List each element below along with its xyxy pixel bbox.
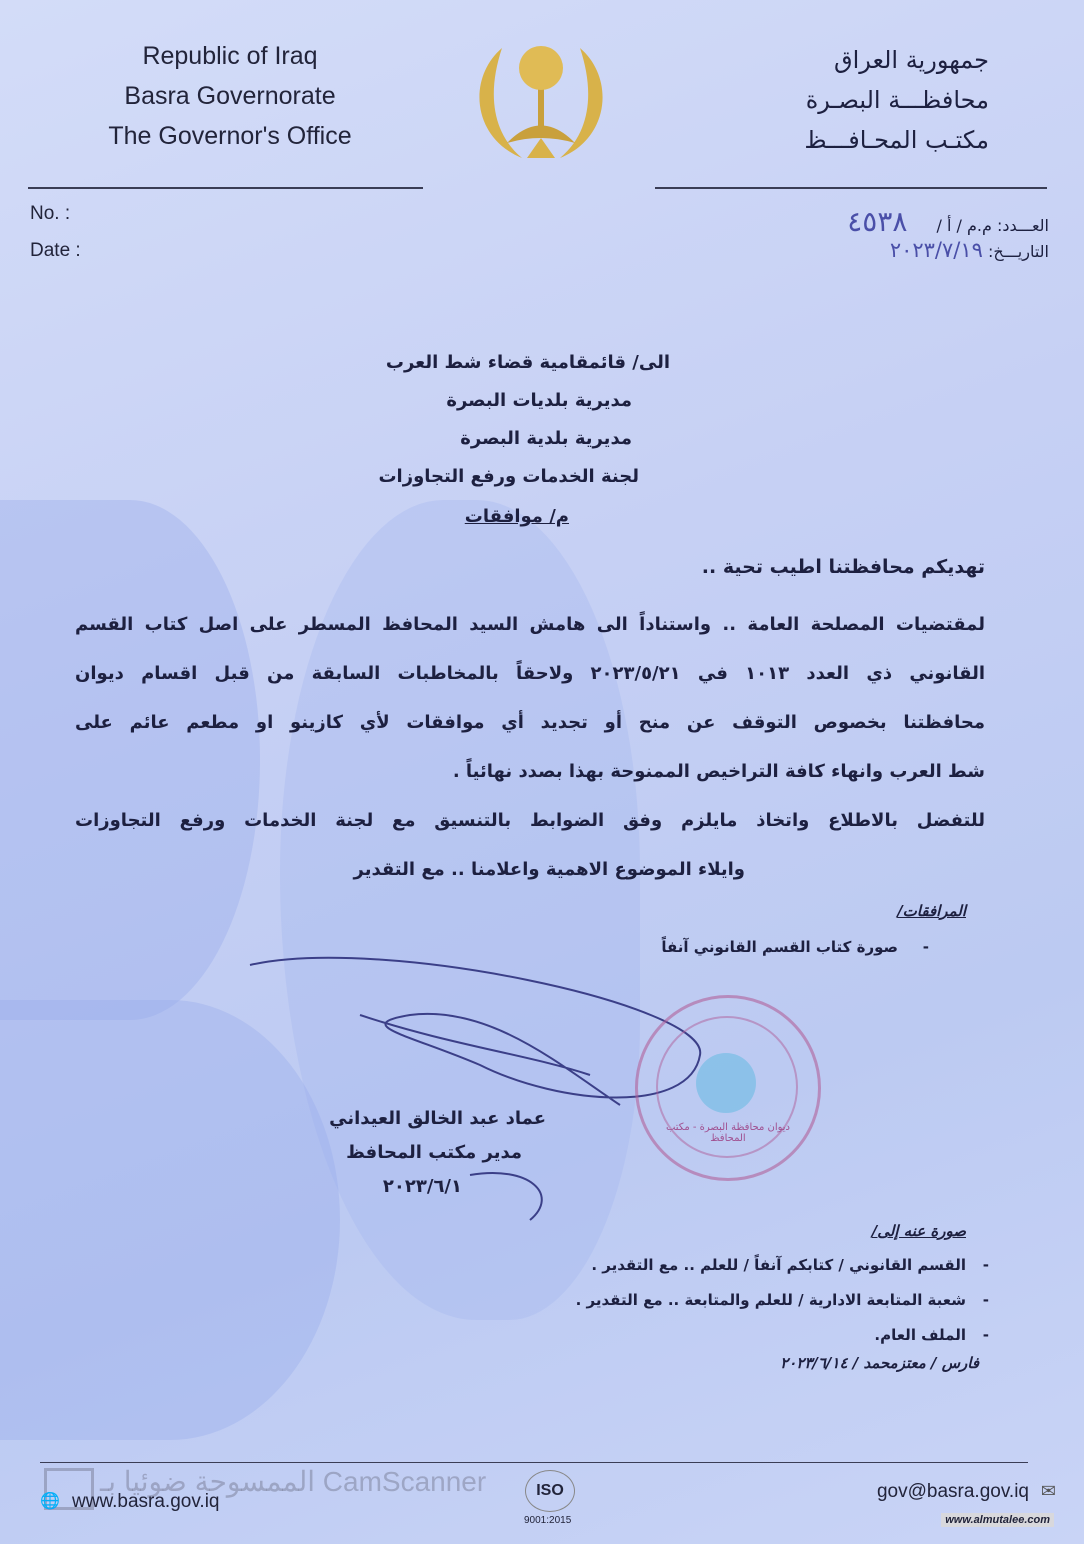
body-line: محافظتنا بخصوص التوقف عن منح أو تجديد أي موافقات لأي كازينو او مطعم عائم على <box>75 712 985 733</box>
copy-item: الملف العام. <box>874 1326 966 1344</box>
reference-number <box>847 205 1049 238</box>
letter-body <box>75 600 985 894</box>
country-name-ar: جمهورية العراق <box>833 46 989 74</box>
date-label: Date : <box>30 240 81 261</box>
signatory-title: مدير مكتب المحافظ <box>346 1142 522 1163</box>
body-line: لمقتضيات المصلحة العامة .. واستناداً الى هامش السيد المحافظ المسطر على اصل كتاب القسم <box>75 614 985 635</box>
number-label-ar: العـــدد: م.م / أ / <box>936 216 1049 235</box>
header-divider <box>28 187 423 189</box>
number-label: No. : <box>30 203 71 224</box>
camscanner-watermark: CamScanner الممسوحة ضوئيا بـ <box>100 1466 487 1497</box>
governorate-emblem-logo <box>462 38 620 173</box>
website-link[interactable]: www.basra.gov.iq <box>72 1491 220 1512</box>
closing-line: وايلاء الموضوع الاهمية واعلامنا .. مع التقدير <box>353 859 745 880</box>
iso-number: 9001:2015 <box>524 1515 572 1526</box>
footer-divider <box>40 1462 1028 1463</box>
official-stamp <box>635 995 821 1181</box>
envelope-icon: ✉ <box>1040 1481 1056 1502</box>
iso-logo <box>525 1470 575 1512</box>
addressee-line: لجنة الخدمات ورفع التجاوزات <box>378 466 639 487</box>
stamp-text: ديوان محافظة البصرة - مكتب المحافظ <box>665 1122 791 1144</box>
country-name: Republic of Iraq <box>142 42 318 70</box>
governorate-name-ar: محافظـــة البصـرة <box>805 86 989 114</box>
date-label-ar: التاريـــخ: <box>988 242 1049 261</box>
body-line: القانوني ذي العدد ١٠١٣ في ٢٠٢٣/٥/٢١ ولاحقاً بالمخاطبات السابقة من قبل اقسام ديوان <box>75 663 985 684</box>
office-name-ar: مكتـب المحـافـــظ <box>804 126 989 154</box>
email-link[interactable]: gov@basra.gov.iq <box>876 1481 1029 1502</box>
attachment-item: صورة كتاب القسم القانوني آنفاً <box>661 938 898 956</box>
globe-icon: 🌐 <box>40 1491 60 1510</box>
bullet-dash: - <box>982 1256 989 1274</box>
typist-reference: فارس / معتزمحمد / ٢٠٢٣/٦/١٤ <box>780 1354 979 1372</box>
iso-label: ISO <box>536 1482 564 1499</box>
number-value: ٤٥٣٨ <box>847 205 908 238</box>
source-watermark: www.almutalee.com <box>941 1513 1054 1527</box>
governorate-name: Basra Governorate <box>124 82 336 110</box>
copy-item: شعبة المتابعة الادارية / للعلم والمتابعة .. مع التقدير . <box>575 1291 966 1309</box>
addressee-line: الى/ قائمقامية قضاء شط العرب <box>385 352 670 373</box>
reference-date <box>890 238 1049 262</box>
stamp-emblem-icon <box>696 1053 756 1113</box>
closing-line: للتفضل بالاطلاع واتخاذ مايلزم وفق الضوابط بالتنسيق مع لجنة الخدمات ورفع التجاوزات <box>75 810 985 831</box>
bullet-dash: - <box>982 1326 989 1344</box>
date-value: ٢٠٢٣/٧/١٩ <box>889 238 983 262</box>
copy-item: القسم القانوني / كتابكم آنفاً / للعلم .. مع التقدير . <box>591 1256 966 1274</box>
office-name: The Governor's Office <box>108 122 352 150</box>
copies-title: صورة عنه إلى/ <box>871 1222 966 1240</box>
bullet-dash: - <box>982 1291 989 1309</box>
subject-line: م/ موافقات <box>464 506 569 527</box>
header-english <box>60 36 400 156</box>
body-line: شط العرب وانهاء كافة التراخيص الممنوحة بهذا بصدد نهائياً . <box>452 761 985 782</box>
signatory-date: ٢٠٢٣/٦/١ <box>382 1176 462 1197</box>
greeting: تهديكم محافظتنا اطيب تحية .. <box>701 556 985 578</box>
header-divider <box>655 187 1047 189</box>
header-arabic <box>709 40 989 160</box>
addressee-line: مديرية بلدية البصرة <box>460 428 632 449</box>
addressee-line: مديرية بلديات البصرة <box>446 390 632 411</box>
bullet-dash: - <box>922 938 929 956</box>
attachments-title: المرافقات/ <box>897 902 966 920</box>
signatory-name: عماد عبد الخالق العيداني <box>329 1108 546 1129</box>
